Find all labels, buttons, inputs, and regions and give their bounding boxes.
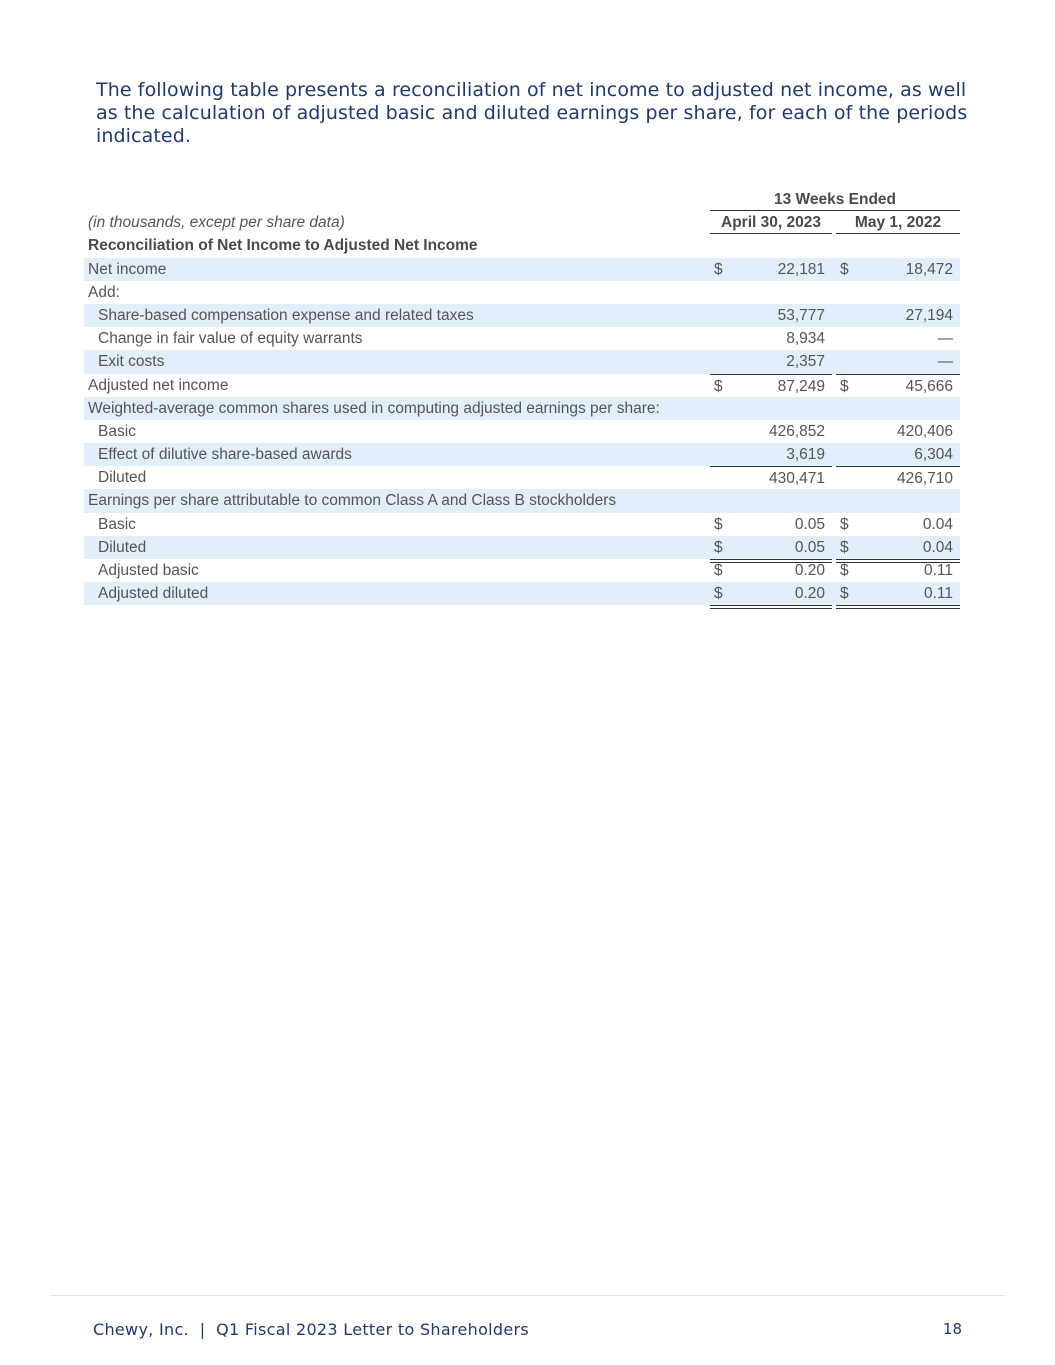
table-row	[84, 559, 960, 582]
row-label: Adjusted diluted	[98, 585, 209, 603]
cell-col2	[836, 513, 960, 536]
table-row	[84, 489, 960, 512]
table-row	[84, 374, 960, 397]
cell-value: —	[937, 353, 953, 371]
column-header-april-30-2023: April 30, 2023	[710, 211, 832, 234]
row-label: Weighted-average common shares used in computing adjusted earnings per share:	[88, 399, 660, 417]
unit-note: (in thousands, except per share data)	[88, 214, 345, 232]
group-header: 13 Weeks Ended	[710, 188, 960, 211]
section-title: Reconciliation of Net Income to Adjusted Net Income	[88, 237, 478, 255]
currency-symbol: $	[840, 562, 849, 579]
row-label: Add:	[88, 283, 120, 301]
currency-symbol: $	[840, 515, 849, 533]
cell-col1	[710, 536, 832, 559]
row-label: Adjusted net income	[88, 376, 229, 394]
row-label: Exit costs	[98, 353, 165, 371]
table-row	[84, 443, 960, 466]
cell-col2	[836, 420, 960, 443]
cell-value: 426,852	[768, 422, 825, 440]
currency-symbol: $	[714, 562, 723, 579]
row-label: Change in fair value of equity warrants	[98, 330, 363, 348]
cell-col2	[836, 374, 960, 398]
intro-paragraph: The following table presents a reconciliation of net income to adjusted net income, as well as the calculation of adjusted basic and diluted earnings per share, for each of the periods indicated.	[96, 79, 968, 147]
row-label: Earnings per share attributable to common Class A and Class B stockholders	[88, 492, 617, 510]
cell-col2	[836, 327, 960, 350]
currency-symbol: $	[840, 377, 849, 395]
cell-col1	[710, 582, 832, 605]
table-header-row	[84, 211, 960, 234]
currency-symbol: $	[714, 515, 723, 533]
cell-value: 0.20	[794, 562, 825, 579]
table-row	[84, 350, 960, 373]
table-row	[84, 420, 960, 443]
section-title-row	[84, 234, 960, 257]
table-row	[84, 582, 960, 605]
cell-value: 27,194	[905, 306, 953, 324]
currency-symbol: $	[840, 585, 849, 603]
row-label: Diluted	[98, 469, 147, 487]
footer-divider	[50, 1295, 1005, 1296]
cell-col1	[710, 304, 832, 327]
cell-col2	[836, 466, 960, 490]
cell-value: 430,471	[768, 470, 825, 488]
cell-col1	[710, 466, 832, 490]
footer-title: Chewy, Inc. | Q1 Fiscal 2023 Letter to Shareholders	[93, 1320, 530, 1339]
cell-value: 0.04	[922, 538, 953, 556]
row-label: Share-based compensation expense and related taxes	[98, 306, 474, 324]
table-row	[84, 258, 960, 281]
cell-value: 420,406	[896, 422, 953, 440]
row-label: Adjusted basic	[98, 562, 199, 579]
cell-value: 0.04	[922, 515, 953, 533]
cell-col2	[836, 582, 960, 605]
currency-symbol: $	[840, 260, 849, 278]
table-row	[84, 536, 960, 559]
cell-value: 0.05	[794, 538, 825, 556]
cell-value: 0.11	[923, 562, 953, 579]
currency-symbol: $	[714, 538, 723, 556]
cell-col1	[710, 350, 832, 373]
cell-value: 8,934	[786, 330, 825, 348]
currency-symbol: $	[714, 260, 723, 278]
cell-value: 0.20	[794, 585, 825, 603]
column-header-may-1-2022: May 1, 2022	[836, 211, 960, 234]
table-row	[84, 466, 960, 489]
cell-value: 0.11	[923, 585, 953, 603]
table-row	[84, 327, 960, 350]
reconciliation-table	[84, 188, 960, 605]
cell-value: 18,472	[905, 260, 953, 278]
cell-col2	[836, 258, 960, 281]
table-row	[84, 397, 960, 420]
cell-value: 53,777	[777, 306, 825, 324]
table-row	[84, 304, 960, 327]
cell-col2	[836, 304, 960, 327]
cell-value: 2,357	[786, 353, 825, 371]
cell-value: —	[937, 330, 953, 348]
cell-col2	[836, 443, 960, 466]
currency-symbol: $	[840, 538, 849, 556]
table-row	[84, 513, 960, 536]
cell-col1	[710, 327, 832, 350]
currency-symbol: $	[714, 585, 723, 603]
cell-value: 3,619	[786, 446, 825, 464]
row-label: Basic	[98, 422, 136, 440]
cell-value: 426,710	[896, 470, 953, 488]
row-label: Net income	[88, 260, 167, 278]
cell-col1	[710, 258, 832, 281]
cell-col1	[710, 513, 832, 536]
cell-value: 6,304	[914, 446, 953, 464]
row-label: Diluted	[98, 538, 147, 556]
cell-col1	[710, 443, 832, 466]
page-number: 18	[942, 1320, 962, 1338]
cell-value: 22,181	[777, 260, 825, 278]
cell-value: 87,249	[777, 377, 825, 395]
table-row	[84, 281, 960, 304]
row-label: Effect of dilutive share-based awards	[98, 446, 352, 464]
cell-col1	[710, 420, 832, 443]
cell-col1	[710, 374, 832, 398]
table-header-group-row	[84, 188, 960, 211]
cell-col1	[710, 559, 832, 582]
cell-value: 45,666	[905, 377, 953, 395]
cell-col2	[836, 536, 960, 559]
cell-col2	[836, 559, 960, 582]
cell-col2	[836, 350, 960, 373]
row-label: Basic	[98, 515, 136, 533]
currency-symbol: $	[714, 377, 723, 395]
cell-value: 0.05	[794, 515, 825, 533]
